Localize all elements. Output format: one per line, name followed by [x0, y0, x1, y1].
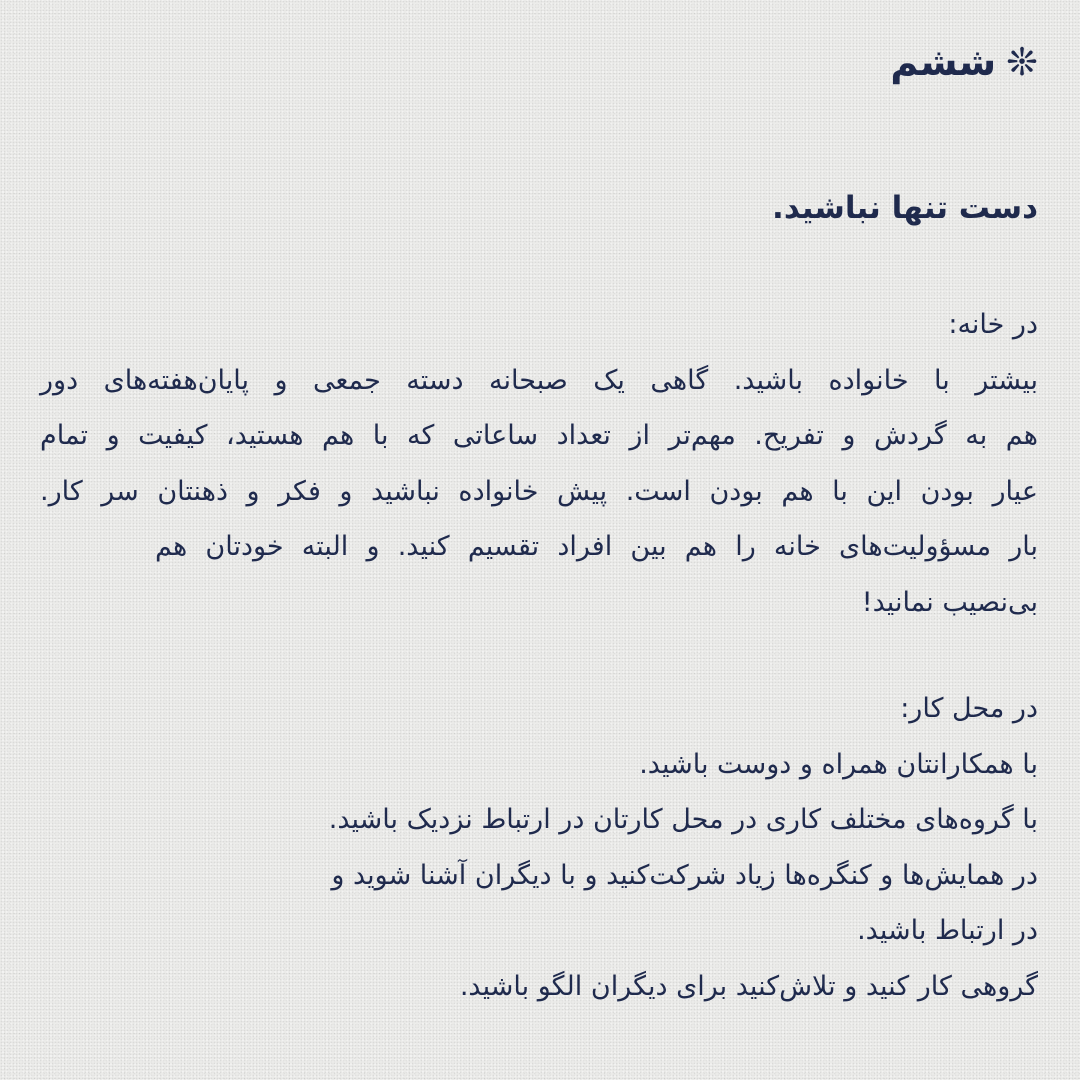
home-paragraph-line: هم به گردش و تفریح. مهم‌تر از تعداد ساعاتی که با هم هستید، کیفیت و تمام	[40, 420, 1038, 452]
work-section-label: در محل کار:	[900, 693, 1038, 724]
section-heading	[890, 34, 1038, 90]
work-paragraph-line: با همکارانتان همراه و دوست باشید.	[639, 748, 1038, 780]
section-number-word: ششم	[890, 40, 997, 84]
page-title: دست تنها نباشید.	[772, 190, 1038, 226]
home-paragraph-line: عیار بودن این با هم بودن است. پیش خانواده نباشید و فکر و ذهنتان سر کار.	[40, 475, 1038, 507]
home-paragraph-line: بار مسؤولیت‌های خانه را هم بین افراد تقسیم کنید. و البته خودتان هم	[155, 531, 1038, 563]
work-section	[40, 681, 1038, 1015]
home-paragraph-line: بی‌نصیب نمانید!	[861, 586, 1038, 618]
home-section	[40, 297, 1038, 631]
work-paragraph-line: در ارتباط باشید.	[857, 915, 1038, 947]
home-paragraph-line: بیشتر با خانواده باشید. گاهی یک صبحانه دسته جمعی و پایان‌هفته‌های دور	[40, 364, 1038, 396]
home-section-label: در خانه:	[948, 309, 1038, 340]
asterisk-bullet-icon: ❊	[1006, 40, 1038, 84]
work-paragraph-line: با گروه‌های مختلف کاری در محل کارتان در ارتباط نزدیک باشید.	[328, 804, 1038, 836]
work-paragraph-line: گروهی کار کنید و تلاش‌کنید برای دیگران الگو باشید.	[459, 970, 1038, 1002]
work-paragraph-line: در همایش‌ها و کنگره‌ها زیاد شرکت‌کنید و با دیگران آشنا شوید و	[331, 859, 1038, 891]
